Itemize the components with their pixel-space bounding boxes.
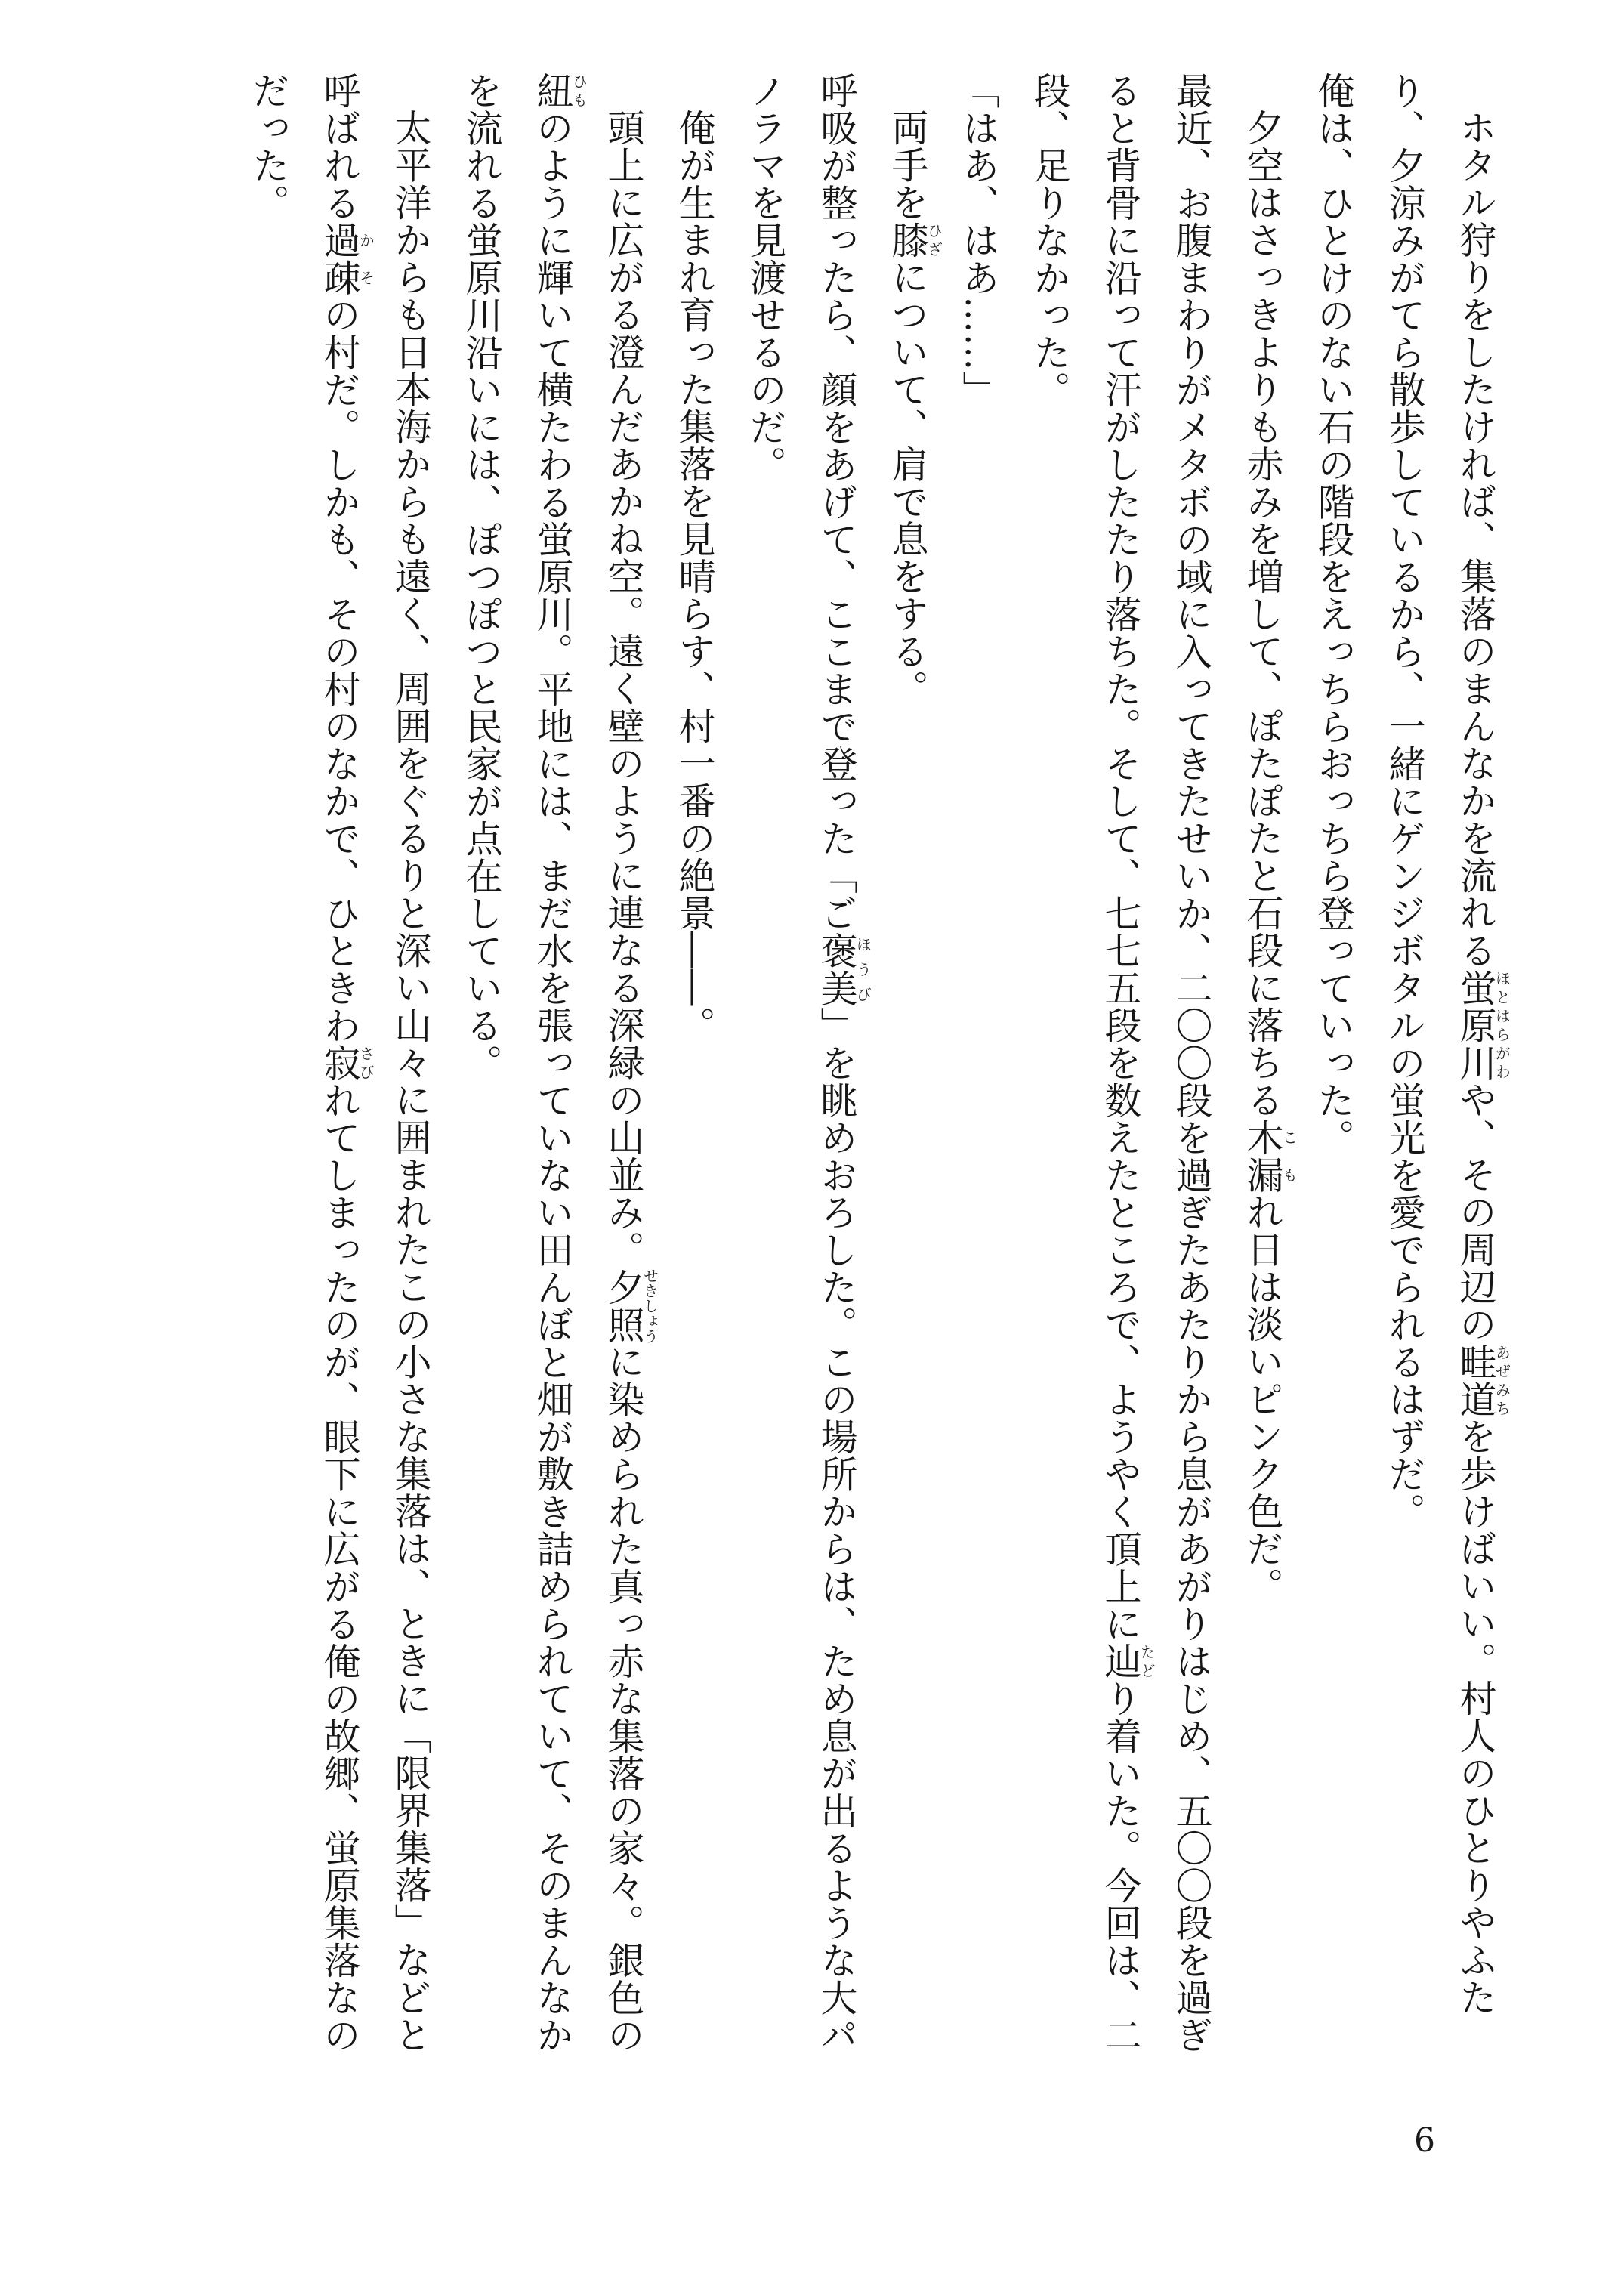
text-run: 太平洋からも日本海からも遠く、周囲をぐるりと深い山々に囲まれたこの小さな集落は、ときに「限界集落」などと呼ばれる [318, 72, 432, 2053]
text-run: について、肩で息をする。 [886, 258, 929, 707]
ruby-word: 寂さび [318, 1044, 375, 1082]
paragraph-8: 俺が生まれ育った集落を見晴らす、村一番の絶景――。 [673, 109, 716, 1044]
ruby-word: 過疎かそ [318, 221, 375, 296]
text-run: 呼吸が整ったら、顔をあげて、ここまで登った「ご [815, 72, 858, 932]
text-run: 夕空はさっきよりも赤みを増して、ぽたぽたと石段に落ちる [1241, 109, 1284, 1119]
text-run: れてしまったのが、眼下に広がる俺の故郷、蛍原集落なのだった。 [247, 72, 361, 2054]
paragraph-10 [233, 72, 446, 2081]
paragraph-6 [872, 72, 943, 2081]
vertical-text-body [76, 72, 1511, 2081]
paragraph-9 [446, 72, 659, 2081]
text-run: 最近、お腹まわりがメタボの域に入ってきたせいか、二〇〇段を過ぎたあたりから息があがりはじめ、五〇〇段を過ぎると背骨に沿って汗がしたたり落ちた。そして、七七五段を数えたところで、ようやく頂上に [1099, 72, 1213, 2054]
text-run: のように輝いて横たわる蛍原川。平地には、まだ水を張っていない田んぼと畑が敷き詰められていて、そのまんなかを流れる蛍原川沿いには、ぽつぽつと民家が点在している。 [460, 72, 574, 2054]
paragraph-4 [1014, 72, 1227, 2081]
text-run: 両手を [886, 109, 929, 221]
paragraph-5: 「はあ、はあ……」 [957, 72, 1000, 409]
text-run: れ日は淡いピンク色だ。 [1241, 1193, 1284, 1605]
ruby-word: 紐ひも [531, 72, 588, 110]
text-run: や、その周辺の [1454, 1081, 1497, 1343]
text-run: 頭上に広がる澄んだあかね空。遠く壁のように連なる深緑の山並み。 [602, 109, 645, 1268]
paragraph-1 [1369, 72, 1511, 2081]
ruby-word: 畦道あぜみち [1454, 1342, 1511, 1418]
paragraph-2: 俺は、ひとけのない石の階段をえっちらおっちら登っていった。 [1312, 72, 1355, 1157]
ruby-word: 木漏こも [1241, 1118, 1298, 1194]
ruby-word: 褒美ほうび [815, 931, 872, 1007]
text-run: 」を眺めおろした。この場所からは、ため息が出るような大パノラマを見渡せるのだ。 [744, 72, 858, 2054]
paragraph-7 [730, 72, 872, 2081]
text-run: ホタル狩りをしたければ、集落のまんなかを流れる [1454, 109, 1497, 969]
paragraph-3 [1227, 72, 1298, 2081]
ruby-word: 辿たど [1099, 1642, 1156, 1680]
text-run: を歩けばいい。村人のひとりやふたり、夕涼みがてら散歩しているから、一緒にゲンジボタルの蛍光を愛でられるはずだ。 [1383, 72, 1497, 2016]
text-run: り着いた。今回は、二段、足りなかった。 [1028, 72, 1142, 2054]
ruby-word: 蛍原川ほとはらがわ [1454, 968, 1511, 1081]
ruby-word: 膝ひざ [886, 221, 943, 258]
text-run: に染められた真っ赤な集落の家々。銀色の [602, 1343, 645, 2054]
text-run: の村だ。しかも、その村のなかで、ひときわ [318, 296, 361, 1044]
page-number: 6 [1414, 2121, 1435, 2160]
ruby-word: 夕照せきしょう [602, 1268, 659, 1344]
